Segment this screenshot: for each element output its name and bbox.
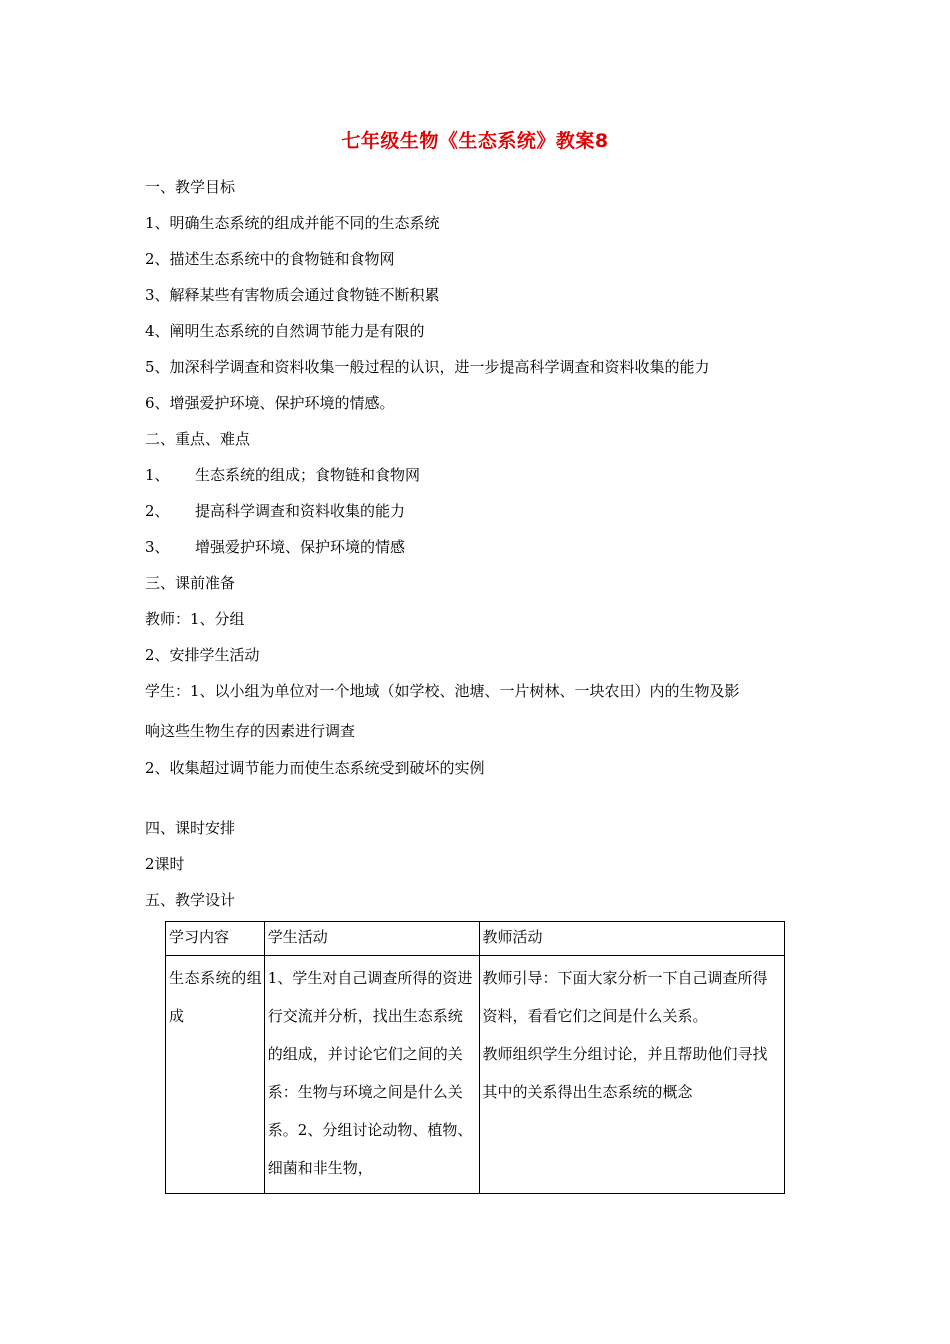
table-header-row — [166, 922, 785, 956]
cell-student-activity — [264, 956, 479, 1194]
teacher-activity-text-1: 教师引导：下面大家分析一下自己调查所得资料，看看它们之间是什么关系。 — [482, 969, 768, 1025]
header-cell-student: 学生活动 — [264, 922, 479, 956]
student-activity-text: 1、学生对自己调查所得的资进行交流并分析，找出生态系统的组成，并讨论它们之间的关系：生物与环境之间是什么关系。2、分组讨论动物、植物、细菌和非生物， — [267, 969, 473, 1177]
class-hours: 2课时 — [145, 855, 185, 873]
cell-learning-content — [166, 956, 265, 1194]
keypoint-text: 生态系统的组成；食物链和食物网 — [195, 466, 421, 484]
section-heading-keypoints: 二、重点、难点 — [145, 430, 251, 448]
keypoint-item-2 — [145, 501, 405, 521]
teacher-prep-1: 教师：1、分组 — [145, 610, 245, 628]
teaching-design-table — [165, 921, 785, 1194]
keypoint-item-1 — [145, 465, 420, 485]
cell-teacher-activity — [479, 956, 784, 1194]
teacher-activity-text-2: 教师组织学生分组讨论，并且帮助他们寻找其中的关系得出生态系统的概念 — [482, 1045, 768, 1101]
teacher-prep-2: 2、安排学生活动 — [145, 646, 260, 664]
goal-item-4: 4、阐明生态系统的自然调节能力是有限的 — [145, 322, 425, 340]
student-prep-2: 2、收集超过调节能力而使生态系统受到破坏的实例 — [145, 759, 485, 777]
goal-item-5: 5、加深科学调查和资料收集一般过程的认识，进一步提高科学调查和资料收集的能力 — [145, 358, 710, 376]
goal-item-3: 3、解释某些有害物质会通过食物链不断积累 — [145, 286, 440, 304]
header-cell-content: 学习内容 — [166, 922, 265, 956]
goal-item-1: 1、明确生态系统的组成并能不同的生态系统 — [145, 214, 440, 232]
goal-item-6: 6、增强爱护环境、保护环境的情感。 — [145, 394, 395, 412]
keypoint-text: 增强爱护环境、保护环境的情感 — [195, 538, 406, 556]
keypoint-text: 提高科学调查和资料收集的能力 — [195, 502, 406, 520]
goal-item-2: 2、描述生态系统中的食物链和食物网 — [145, 250, 395, 268]
keypoint-item-3 — [145, 537, 405, 557]
keypoint-number: 1、 — [145, 466, 170, 484]
section-heading-goals: 一、教学目标 — [145, 178, 236, 196]
section-heading-preparation: 三、课前准备 — [145, 574, 236, 592]
table-row — [166, 956, 785, 1194]
student-prep-1b: 响这些生物生存的因素进行调查 — [145, 722, 356, 740]
keypoint-number: 3、 — [145, 538, 170, 556]
learning-content-text: 生态系统的组成 — [169, 969, 262, 1025]
section-heading-schedule: 四、课时安排 — [145, 819, 236, 837]
section-heading-design: 五、教学设计 — [145, 891, 236, 909]
document-title: 七年级生物《生态系统》教案8 — [341, 130, 609, 152]
header-cell-teacher: 教师活动 — [479, 922, 784, 956]
keypoint-number: 2、 — [145, 502, 170, 520]
student-prep-1a: 学生：1、以小组为单位对一个地域（如学校、池塘、一片树林、一块农田）内的生物及影 — [145, 682, 740, 700]
